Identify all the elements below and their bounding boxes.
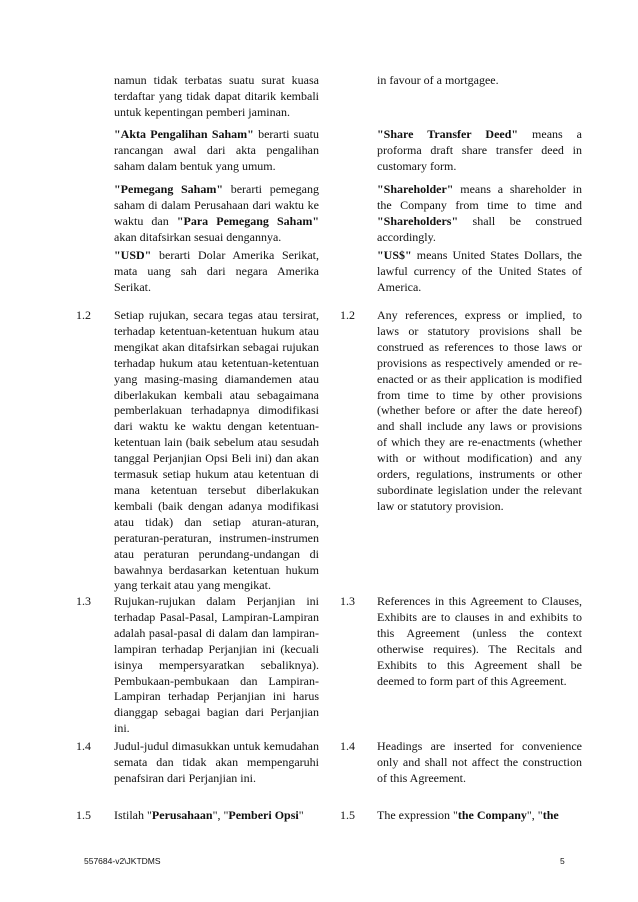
- defined-term: "Share Transfer Deed": [377, 127, 519, 141]
- clause-number-left-1-5: 1.5: [76, 808, 91, 822]
- clause-number-right-1-2: 1.2: [340, 308, 355, 322]
- defined-term: Perusahaan: [151, 808, 213, 822]
- right-definition-share-transfer-deed: "Share Transfer Deed" means a proforma draft share transfer deed in customary form.: [377, 127, 582, 173]
- defined-term: "USD": [114, 248, 152, 262]
- defined-term: "US$": [377, 248, 412, 262]
- defined-term: Pemberi Opsi: [228, 808, 299, 822]
- defined-term: the: [542, 808, 559, 822]
- defined-term: "Shareholder": [377, 182, 454, 196]
- defined-term: "Para Pemegang Saham": [176, 213, 319, 228]
- left-clause-1-2: Setiap rujukan, secara tegas atau tersirat, terhadap ketentuan-ketentuan hukum atau mengikat akan ditafsirkan sebagai rujukan terhadap hukum atau ketentuan-ketentuan yang masing-masing diamandemen atau diberlakukan kembali atau sebagaimana pemberlakuan terhadapnya dimodifikasi dari waktu ke waktu dengan ketentuan-ketentuan lain (baik sebelum atau sesudah tanggal Perjanjian Opsi Beli ini) dan akan termasuk setiap hukum atau ketentuan di mana ketentuan tersebut diberlakukan kembali (baik dengan adanya modifikasi atau tidak) dan setiap aturan-aturan, peraturan-peraturan, instrumen-instrumen atau peraturan perundang-undangan di bawahnya berdasarkan ketentuan hukum yang terkait atau yang mengikat.: [114, 308, 319, 593]
- clause-number-right-1-3: 1.3: [340, 594, 355, 608]
- left-definition-akta: "Akta Pengalihan Saham" berarti suatu rancangan awal dari akta pengalihan saham dalam bentuk yang umum.: [114, 127, 319, 173]
- left-clause-1-3: Rujukan-rujukan dalam Perjanjian ini terhadap Pasal-Pasal, Lampiran-Lampiran adalah pasal-pasal di dalam dan lampiran-lampiran terhadap Perjanjian ini (kecuali isinya mempersyaratkan sebaliknya). Pembukaan-pembukaan dan Lampiran-Lampiran terhadap Perjanjian ini harus dianggap sebagai bagian dari Perjanjian ini.: [114, 594, 319, 736]
- right-definition-usd: "US$" means United States Dollars, the lawful currency of the United States of America.: [377, 248, 582, 294]
- left-clause-1-4: Judul-judul dimasukkan untuk kemudahan semata dan tidak akan mempengaruhi penafsiran dari Perjanjian ini.: [114, 739, 319, 785]
- right-clause-1-4: Headings are inserted for convenience only and shall not affect the construction of this Agreement.: [377, 739, 582, 785]
- defined-term: "Pemegang Saham": [114, 182, 224, 196]
- defined-term: the Company: [457, 808, 527, 822]
- clause-number-left-1-4: 1.4: [76, 739, 91, 753]
- clause-number-right-1-5: 1.5: [340, 808, 355, 822]
- left-continuation: namun tidak terbatas suatu surat kuasa terdaftar yang tidak dapat ditarik kembali untuk kepentingan pemberi jaminan.: [114, 73, 319, 119]
- right-clause-1-2: Any references, express or implied, to laws or statutory provisions shall be construed as references to those laws or provisions as respectively amended or re-enacted or as their application is modified from time to time by other provisions (whether before or after the date hereof) and shall include any laws or provisions of which they are re-enactments (whether with or without modification) and any orders, regulations, instruments or other subordinate legislation under the relevant law or statutory provision.: [377, 308, 582, 513]
- right-definition-shareholder: "Shareholder" means a shareholder in the Company from time to time and "Shareholders" shall be construed accordingly.: [377, 182, 582, 244]
- right-continuation: in favour of a mortgagee.: [377, 73, 499, 87]
- clause-number-left-1-2: 1.2: [76, 308, 91, 322]
- defined-term: "Akta Pengalihan Saham": [114, 127, 254, 141]
- defined-term: "Shareholders": [377, 213, 459, 228]
- clause-number-right-1-4: 1.4: [340, 739, 355, 753]
- left-clause-1-5: Istilah "Perusahaan", "Pemberi Opsi": [114, 808, 304, 822]
- left-definition-usd: "USD" berarti Dolar Amerika Serikat, mata uang sah dari negara Amerika Serikat.: [114, 248, 319, 294]
- footer-page-number: 5: [560, 856, 565, 866]
- left-definition-pemegang: "Pemegang Saham" berarti pemegang saham di dalam Perusahaan dari waktu ke waktu dan "Para Pemegang Saham" akan ditafsirkan sesuai dengannya.: [114, 182, 320, 244]
- footer-document-id: 557684-v2\JKTDMS: [84, 856, 161, 866]
- right-clause-1-3: References in this Agreement to Clauses, Exhibits are to clauses in and exhibits to this Agreement (unless the context otherwise requires). The Recitals and Exhibits to this Agreement shall be deemed to form part of this Agreement.: [377, 594, 582, 688]
- clause-number-left-1-3: 1.3: [76, 594, 91, 608]
- right-clause-1-5: The expression "the Company", "the: [377, 808, 559, 822]
